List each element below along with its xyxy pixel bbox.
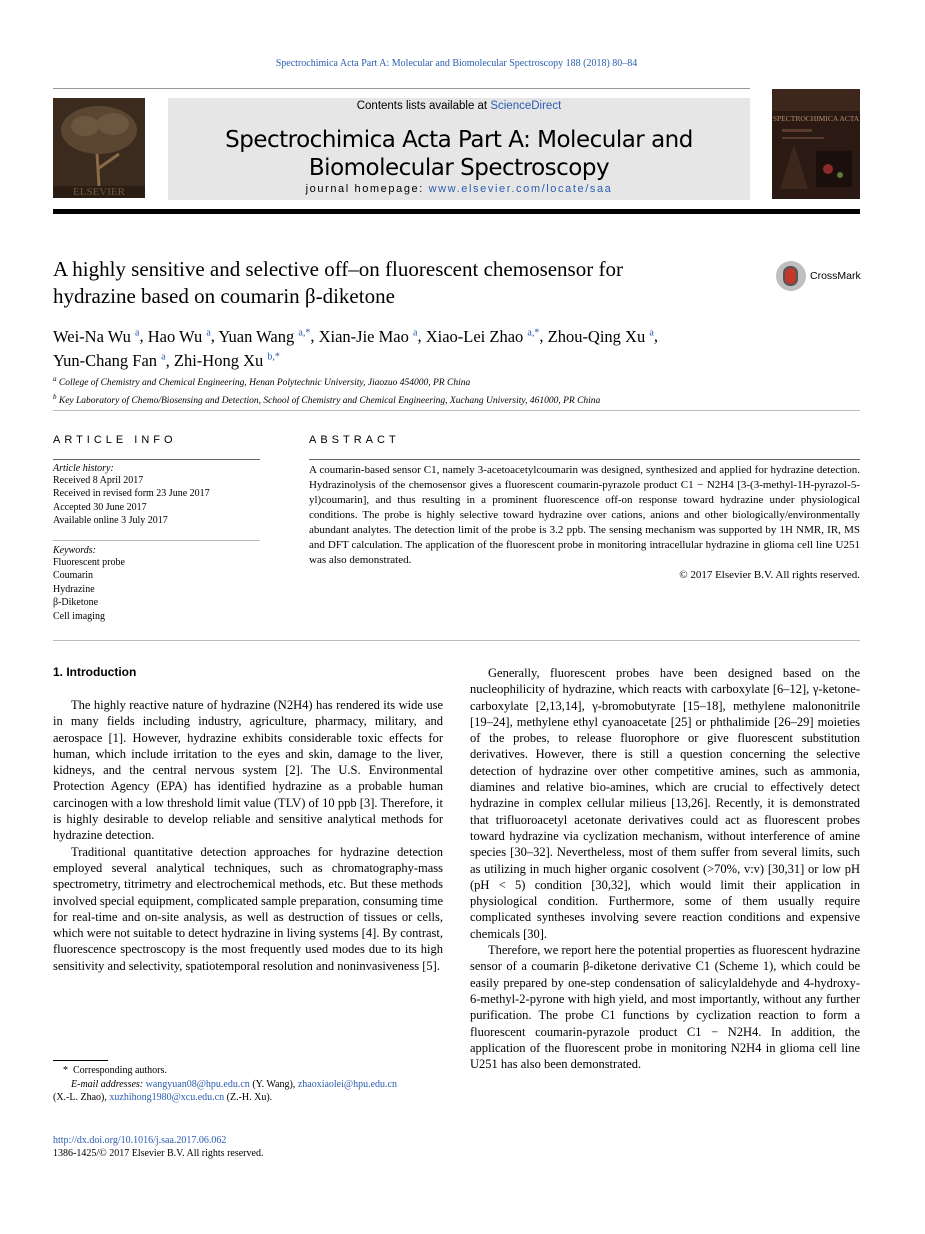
abstract-rule: [309, 459, 860, 460]
elsevier-tree-logo[interactable]: [53, 98, 145, 198]
publisher-wordmark: ELSEVIER: [73, 186, 125, 198]
email-link[interactable]: xuzhihong1980@xcu.edu.cn: [109, 1092, 225, 1103]
affiliation: $^a$ College of Chemistry and Chemical Engineering, Henan Polytechnic University, Jiaozuo 454000, PR China: [53, 375, 471, 389]
email-addresses-cont: (X.-L. Zhao), xuzhihong1980@xcu.edu.cn (Z.-H. Xu).: [53, 1092, 273, 1103]
contents-prefix: Contents lists available at: [356, 100, 491, 112]
history-accepted: Accepted 30 June 2017: [53, 501, 147, 513]
abstract-body: [309, 463, 860, 583]
author-list: Wei-Na Wu $^a$, Hao Wu $^a$, Yuan Wang $^{a,*}$, Xian-Jie Mao $^a$, Xiao-Lei Zhao $^{a,*}$, Zhou-Qing Xu $^a$, Yun-Chang Fan $^a$, Zhi-Hong Xu $^{b,*}$: [53, 326, 658, 370]
keyword: Hydrazine: [53, 583, 95, 595]
header-rule: [53, 88, 750, 89]
author[interactable]: Zhi-Hong Xu $^{b,*}$: [173, 351, 280, 370]
crossmark-icon[interactable]: [776, 261, 806, 291]
paragraph: Traditional quantitative detection approaches for hydrazine detection employed several analytical techniques, such as chromatography-mass spectrometry, titrimetry and electrochemical methods, etc. But these methods involved special equipment, complicated sample preparation, consuming time for real-time and on-site analysis, as well as destruction of tissues or cells, which were not suitable to detect hydrazine in living systems [4]. By contrast, fluorescence spectroscopy is the most frequently used modes due to its high sensitivity and selectivity, spatiotemporal resolution and noninvasiveness [5].: [53, 844, 443, 973]
email-addresses: E-mail addresses: wangyuan08@hpu.edu.cn (Y. Wang), zhaoxiaolei@hpu.edu.cn: [71, 1078, 397, 1090]
section-title-introduction: 1. Introduction: [53, 665, 137, 679]
article-title: [53, 256, 753, 310]
crossmark-badge[interactable]: [776, 261, 861, 291]
history-revised: Received in revised form 23 June 2017: [53, 488, 210, 500]
intro-right-column: [470, 665, 860, 1072]
keyword: β-Diketone: [53, 597, 99, 609]
author[interactable]: Wei-Na Wu $^a$: [53, 326, 140, 346]
author[interactable]: Zhou-Qing Xu $^a$: [547, 326, 654, 346]
paragraph: Generally, fluorescent probes have been designed based on the nucleophilicity of hydrazine, which reacts with carboxylate [6–12], γ-ketone-carboxylate [2,13,14], γ-bromobutyrate [15–18], methylene malononitrile [19–24], methylene ethyl cyanoacetate [25] or phthalimide [26–29] moieties of the probes, to release fluorophore or give fluorescent substitution derivatives. However, there is still a question concerning the selective detection of hydrazine over other competitive amines, such as ammonia, diamines and relative bio-amines, which are crucial to effectively detect hydrazine in complex cellular milieus [13,26]. Recently, it is demonstrated that trifluoroacetyl acetonate derivatives could act as fluorescent probes toward hydrazine via cyclization mechanism, without interference of amine species [30–32]. Nevertheless, most of them suffer from several limits, such as utilizing in much higher organic cosolvent (>70%, v:v) [30,31] or low pH (pH < 5) condition [30,32], which would limit their application in physiological condition. Furthermore, some of them usually require complicated syntheses involving severe reaction conditions and expensive chemicals [30].: [470, 666, 860, 941]
affiliations: [53, 373, 600, 408]
footnote-rule: [53, 1060, 108, 1061]
paragraph: The highly reactive nature of hydrazine (N2H4) has rendered its wide use in many fields including industry, agriculture, pharmacy, military, and aerospace [1]. However, hydrazine exhibits considerable toxic effects for human, which include irritation to the eyes and skin, damage to the liver, kidneys, and the central nervous system [2]. The U.S. Environmental Protection Agency (EPA) has identified hydrazine as a probable human carcinogen with a low threshold limit value (TLV) of 10 ppb [3]. Therefore, it is highly desirable to develop reliable and sensitive analytical methods for hydrazine detection.: [53, 698, 443, 843]
journal-citation[interactable]: Spectrochimica Acta Part A: Molecular and Biomolecular Spectroscopy 188 (2018) 80–84: [275, 58, 638, 69]
abstract-text: A coumarin-based sensor C1, namely 3-acetoacetylcoumarin was designed, synthesized and applied for hydrazine detection. Hydrazinolysis of the chemosensor gives a fluorescent coumarin-pyrazole product C1 − N2H4 [3-(3-methyl-1H-pyrazol-5-yl)coumarin], and thus resulting in a prominent fluorescence off-on response toward hydrazine under physiological conditions. The probe is highly selective toward hydrazine over cations, anions and other biologically/environmentally abundant analytes. The detection limit of the probe is 3.2 ppb. The sensing mechanism was supported by 1H NMR, IR, MS and DFT calculation. The application of the fluorescent probe in monitoring intracellular hydrazine in glioma cell line U251 was also demonstrated.: [309, 464, 860, 566]
info-rule: [53, 459, 260, 460]
abstract-heading: ABSTRACT: [309, 434, 400, 446]
keyword: Coumarin: [53, 570, 93, 582]
crossmark-label[interactable]: CrossMark: [810, 270, 861, 282]
keyword: Cell imaging: [53, 610, 105, 622]
contents-line: [168, 100, 750, 112]
history-online: Available online 3 July 2017: [53, 515, 168, 527]
article-info-heading: ARTICLE INFO: [53, 434, 177, 446]
corresponding-note: * Corresponding authors.: [63, 1065, 167, 1076]
info-rule: [53, 540, 260, 541]
header-thick-rule: [53, 209, 860, 214]
section-divider: [53, 640, 860, 641]
history-label: Article history:: [53, 463, 114, 474]
sciencedirect-link[interactable]: ScienceDirect: [490, 100, 562, 112]
footnotes: [53, 1064, 433, 1105]
article-title-line-2: hydrazine based on coumarin β-diketone: [53, 284, 395, 308]
author[interactable]: Yun-Chang Fan $^a$: [53, 351, 166, 370]
journal-homepage: [168, 183, 750, 195]
email-link[interactable]: zhaoxiaolei@hpu.edu.cn: [297, 1078, 397, 1090]
history-received: Received 8 April 2017: [53, 475, 144, 486]
keywords-label: Keywords:: [53, 545, 96, 556]
issn-copyright: 1386-1425/© 2017 Elsevier B.V. All rights reserved.: [53, 1148, 264, 1159]
journal-banner: [168, 98, 750, 200]
email-link[interactable]: wangyuan08@hpu.edu.cn: [145, 1078, 250, 1090]
section-divider: [53, 410, 860, 411]
author[interactable]: Yuan Wang $^{a,*}$: [218, 326, 311, 346]
keyword: Fluorescent probe: [53, 557, 125, 568]
author[interactable]: Hao Wu $^a$: [147, 326, 211, 346]
author[interactable]: Xian-Jie Mao $^a$: [318, 326, 418, 346]
keywords: [53, 545, 263, 623]
article-title-line-1: A highly sensitive and selective off–on fluorescent chemosensor for: [53, 257, 623, 281]
homepage-link[interactable]: www.elsevier.com/locate/saa: [428, 183, 613, 195]
author[interactable]: Xiao-Lei Zhao $^{a,*}$: [425, 326, 540, 346]
intro-left-column: [53, 697, 443, 974]
doi-link[interactable]: http://dx.doi.org/10.1016/j.saa.2017.06.062: [53, 1135, 227, 1146]
paragraph: Therefore, we report here the potential properties as fluorescent hydrazine sensor of a coumarin β-diketone derivative C1 (Scheme 1), which could be easily prepared by one-step condensation of salicylaldehyde and 4-hydroxy-6-methyl-2-pyrone with high yield, and most importantly, without any further purification. The probe C1 functions by cyclization reaction to form a fluorescent coumarin-pyrazole product C1 − N2H4. In addition, the application of the fluorescent probe in monitoring N2H4 in glioma cell line U251 has also been demonstrated.: [470, 943, 860, 1072]
journal-title: Spectrochimica Acta Part A: Molecular and Biomolecular Spectroscopy: [225, 127, 693, 181]
journal-cover-image[interactable]: [772, 89, 860, 199]
cover-title: SPECTROCHIMICA ACTA: [772, 114, 860, 123]
affiliation: $^b$ Key Laboratory of Chemo/Biosensing and Detection, School of Chemistry and Chemical Engineering, Xuchang University, 461000, PR China: [53, 392, 601, 406]
article-history: [53, 463, 263, 528]
homepage-label: journal homepage:: [305, 183, 429, 195]
abstract-copyright: © 2017 Elsevier B.V. All rights reserved.: [679, 569, 860, 581]
